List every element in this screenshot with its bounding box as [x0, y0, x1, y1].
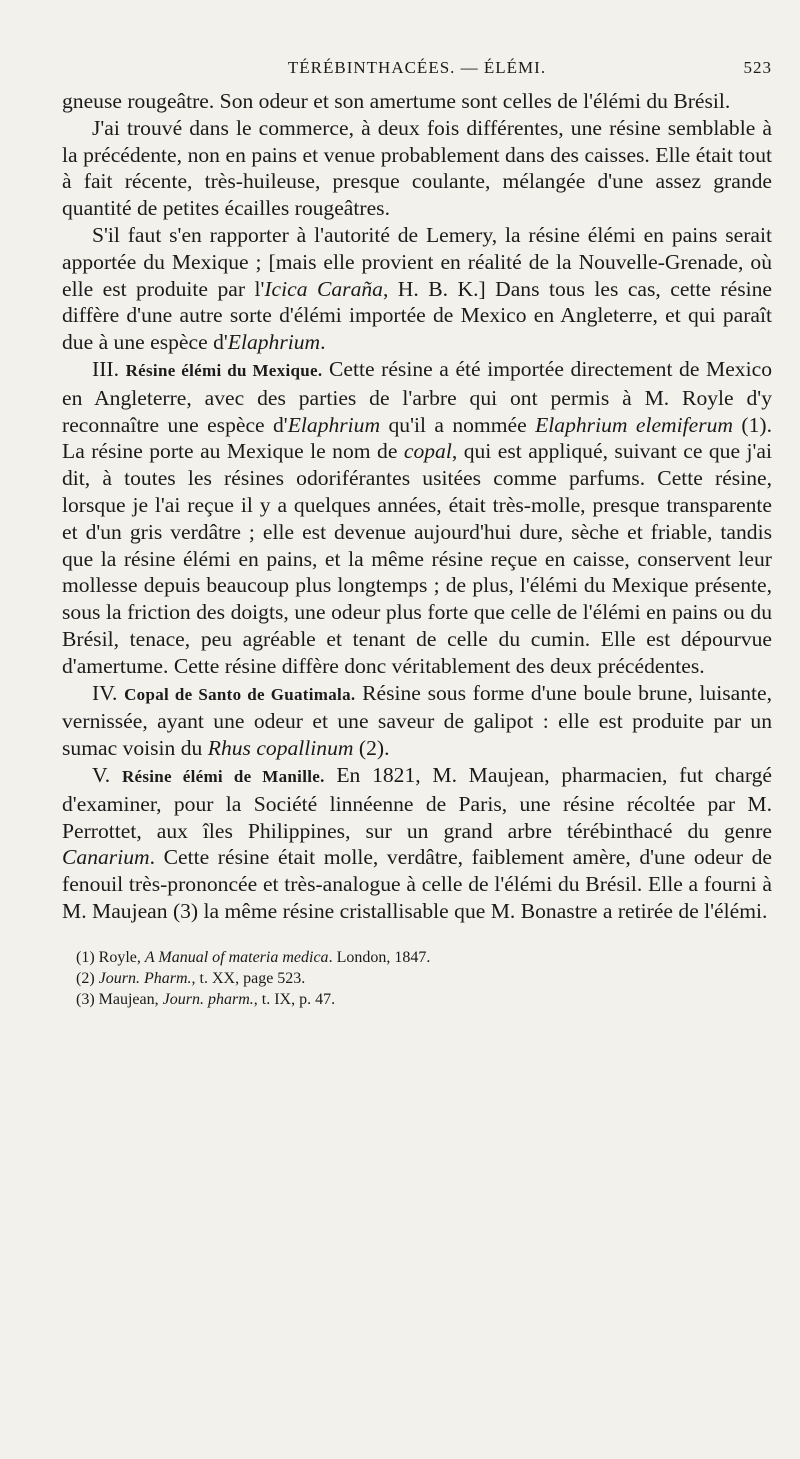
section-iii-heading: Résine élémi du Mexique.	[125, 360, 323, 380]
taxon-rhus-copallinum: Rhus copallinum	[207, 736, 354, 761]
footnote-1-text-a: Royle,	[94, 948, 145, 966]
section-iii-text-d: , qui est appliqué, suivant ce que j'ai dit, à toutes les résines odoriférantes usitées comme parfums. Cette résine, lorsque je l'ai reçue il y a quelques années, était très-molle, presque transparente et d'un gris verdâtre ; elle est devenue aujourd'hui dure, sèche et friable, tandis que la résine élémi en pains, et la même résine reçue en caisse, conservent leur mollesse depuis beaucoup plus longtemps ; de plus, l'élémi du Mexique présente, sous la friction des doigts, une odeur plus forte que celle de l'élémi en pains ou du Brésil, tenace, peu agréable et tenant de celle du cumin. Elle est dépourvue d'amertume. Cette résine diffère donc véritablement des deux précédentes.	[62, 439, 772, 678]
section-v-heading: Résine élémi de Manille.	[121, 766, 325, 786]
footnote-1-title: A Manual of materia medica	[144, 948, 329, 966]
section-v-text-b: . Cette résine était molle, verdâtre, faiblement amère, d'une odeur de fenouil très-prononcée et très-analogue à celle de l'élémi du Brésil. Elle a fourni à M. Maujean (3) la même résine cristallisable que M. Bonastre a retirée de l'élémi.	[62, 845, 772, 923]
paragraph-3	[62, 222, 772, 356]
section-v	[62, 762, 772, 925]
section-iii	[62, 356, 772, 680]
taxon-elaphrium: Elaphrium	[227, 330, 321, 355]
section-iv	[62, 680, 772, 762]
main-text	[62, 88, 772, 925]
paragraph-2	[62, 115, 772, 222]
footnote-2-mark: (2)	[76, 969, 95, 987]
footnote-3-title: Journ. pharm.	[162, 990, 254, 1008]
footnote-2	[76, 968, 772, 989]
term-copal: copal	[403, 439, 452, 464]
paragraph-3-text-b: , H. B. K.] Dans tous les cas, cette résine diffère d'une autre sorte d'élémi importée de Mexico en Angleterre, et qui paraît due à une espèce d'	[62, 276, 772, 355]
section-iv-text-b: (2).	[353, 736, 390, 761]
book-page	[62, 58, 772, 1010]
footnote-1	[76, 947, 772, 968]
section-iii-text-a: Cette résine a été importée directement de Mexico en Angleterre, avec des parties de l'arbre qui ont permis à M. Royle d'y reconnaître une espèce d'	[62, 356, 772, 437]
section-iii-number: III.	[92, 356, 119, 381]
footnotes	[62, 947, 772, 1010]
footnote-2-title: Journ. Pharm.	[98, 969, 192, 987]
paragraph-3-text-c: .	[320, 330, 326, 355]
footnote-3-text-b: , t. IX, p. 47.	[253, 990, 336, 1008]
footnote-3-mark: (3)	[76, 990, 95, 1008]
paragraph-1-text: gneuse rougeâtre. Son odeur et son amertume sont celles de l'élémi du Brésil.	[62, 89, 731, 113]
taxon-elaphrium-2: Elaphrium	[287, 412, 381, 437]
section-v-text-a: En 1821, M. Maujean, pharmacien, fut chargé d'examiner, pour la Société linnéenne de Paris, une résine récoltée par M. Perrottet, aux îles Philippines, sur un grand arbre térébinthacé du genre	[62, 762, 772, 843]
paragraph-3-text-a: S'il faut s'en rapporter à l'autorité de Lemery, la résine élémi en pains serait apportée du Mexique ; [mais elle provient en réalité de la Nouvelle-Grenade, où elle est produite par l'	[62, 222, 772, 301]
footnote-3-text-a: Maujean,	[94, 990, 163, 1008]
section-v-number: V.	[92, 762, 111, 787]
running-header	[62, 58, 772, 88]
running-title: TÉRÉBINTHACÉES. — ÉLÉMI.	[287, 58, 547, 77]
taxon-canarium: Canarium	[62, 845, 150, 870]
taxon-elaphrium-elemiferum: Elaphrium elemiferum	[535, 412, 734, 437]
footnote-3	[76, 989, 772, 1010]
section-iii-text-b: qu'il a nommée	[380, 412, 536, 437]
paragraph-1	[62, 88, 772, 115]
taxon-icica-carana: Icica Caraña	[264, 276, 383, 301]
footnote-1-mark: (1)	[76, 948, 95, 966]
section-iv-heading: Copal de Santo de Guatimala.	[124, 684, 356, 704]
section-iv-text-a: Résine sous forme d'une boule brune, luisante, vernissée, ayant une odeur et une saveur de galipot : elle est produite par un sumac voisin du	[62, 680, 772, 761]
section-iii-text-c: (1). La résine porte au Mexique le nom de	[62, 412, 772, 464]
footnote-2-text-b: , t. XX, page 523.	[191, 969, 306, 987]
section-iv-number: IV.	[92, 680, 118, 705]
footnote-1-text-b: . London, 1847.	[328, 948, 431, 966]
page-number: 523	[743, 58, 772, 77]
paragraph-2-text: J'ai trouvé dans le commerce, à deux fois différentes, une résine semblable à la précédente, non en pains et venue probablement dans des caisses. Elle était tout à fait récente, très-huileuse, presque coulante, mélangée d'une assez grande quantité de petites écailles rougeâtres.	[62, 115, 772, 221]
